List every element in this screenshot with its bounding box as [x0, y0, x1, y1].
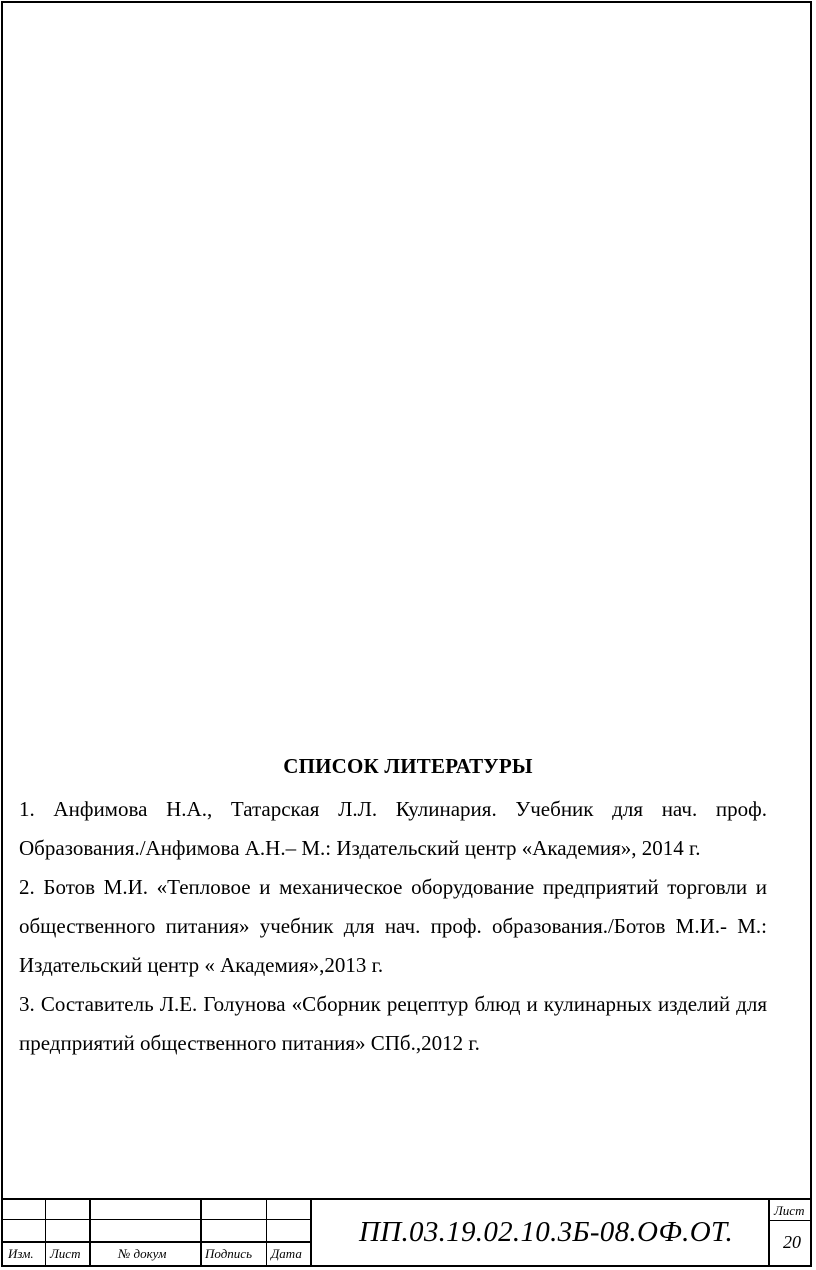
page-frame [1, 1, 812, 1267]
reference-item: 1. Анфимова Н.А., Татарская Л.Л. Кулинария. Учебник для нач. проф. Образования./Анфимова А.Н.– М.: Издательский центр «Академия», 2014 г. [19, 797, 767, 860]
stamp-doc-label: № докум [118, 1246, 167, 1261]
stamp-list-label: Лист [50, 1246, 81, 1261]
stamp-date-label: Дата [271, 1246, 302, 1261]
stamp-izm-label: Изм. [8, 1246, 34, 1261]
reference-item: 3. Составитель Л.Е. Голунова «Сборник рецептур блюд и кулинарных изделий для предприятий общественного питания» СПб.,2012 г. [19, 992, 767, 1055]
sheet-number: 20 [783, 1232, 801, 1252]
stamp-sign-label: Подпись [205, 1246, 252, 1261]
title-block [1, 1198, 812, 1267]
references-heading: СПИСОК ЛИТЕРАТУРЫ [283, 754, 533, 778]
reference-item: 2. Ботов М.И. «Тепловое и механическое оборудование предприятий торговли и общественного питания» учебник для нач. проф. образования./Ботов М.И.- М.: Издательский центр « Академия»,2013 г. [19, 875, 767, 977]
sheet-label: Лист [774, 1203, 805, 1218]
references-list [19, 790, 767, 1063]
document-code: ПП.03.19.02.10.3Б-08.ОФ.ОТ. [359, 1216, 734, 1248]
